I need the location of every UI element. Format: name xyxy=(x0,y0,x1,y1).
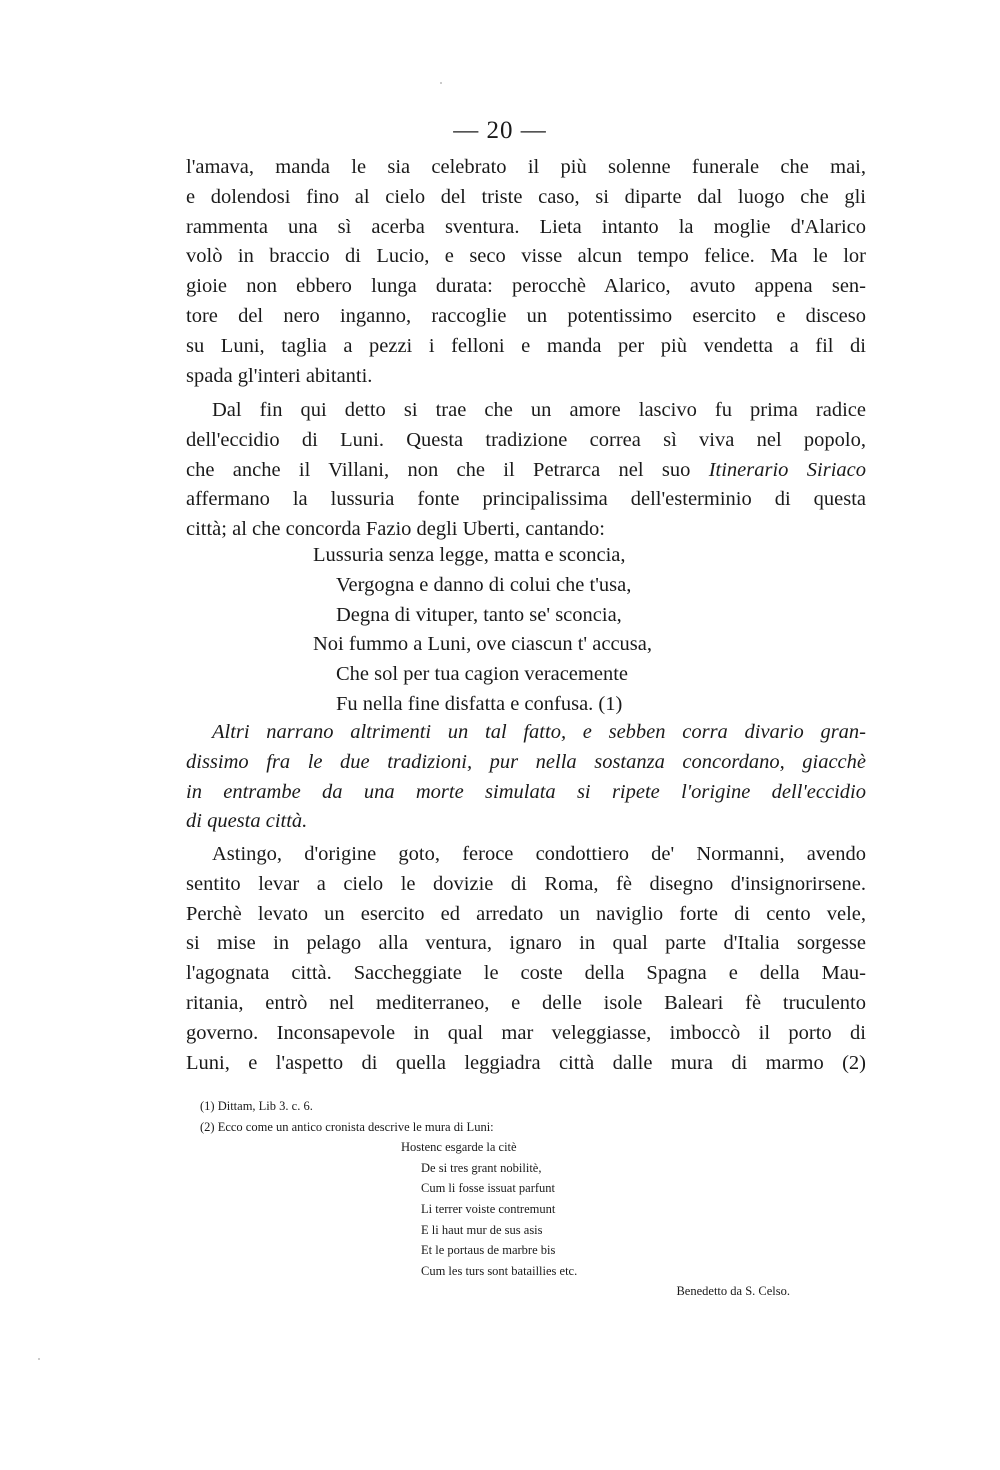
text-line: Altri narrano altrimenti un tal fatto, e sebben corra divario gran- xyxy=(212,721,866,743)
footnotes xyxy=(200,1096,840,1302)
text-line: sentito levar a cielo le dovizie di Roma, fè disegno d'insignorirsene. xyxy=(186,872,866,895)
text-line: su Luni, taglia a pezzi i felloni e manda per più vendetta a fil di xyxy=(186,334,866,357)
text-line: spada gl'interi abitanti. xyxy=(186,364,373,387)
footnote-2: (2) Ecco come un antico cronista descrive le mura di Luni: xyxy=(200,1119,494,1134)
text-line: ritania, entrò nel mediterraneo, e delle isole Baleari fè truculento xyxy=(186,991,866,1014)
text-line: governo. Inconsapevole in qual mar veleggiasse, imboccò il porto di xyxy=(186,1021,866,1044)
text-line: gioie non ebbero lunga durata: perocchè Alarico, avuto appena sen- xyxy=(186,275,866,298)
text-line: Astingo, d'origine goto, feroce condottiero de' Normanni, avendo xyxy=(212,843,866,865)
footnote-verse-line: Hostenc esgarde la citè xyxy=(401,1140,517,1155)
text-line: di questa città. xyxy=(186,810,308,833)
page-number: — 20 — xyxy=(453,117,547,144)
verse-line: Vergogna e danno di colui che t'usa, xyxy=(336,573,632,596)
verse-line: Noi fummo a Luni, ove ciascun t' accusa, xyxy=(313,633,652,656)
text-line: rammenta una sì acerba sventura. Lieta intanto la moglie d'Alarico xyxy=(186,215,866,238)
verse-line: Lussuria senza legge, matta e sconcia, xyxy=(313,544,626,566)
book-title: Itinerario Siriaco xyxy=(708,458,866,481)
text-line: Perchè levato un esercito ed arredato un naviglio forte di cento vele, xyxy=(186,902,866,925)
text-line: l'agognata città. Saccheggiate le coste della Spagna e della Mau- xyxy=(186,962,866,985)
scan-speck xyxy=(440,82,442,84)
text-line xyxy=(186,456,866,486)
text-line: l'amava, manda le sia celebrato il più solenne funerale che mai, xyxy=(186,156,866,178)
text-line: volò in braccio di Lucio, e seco visse alcun tempo felice. Ma le lor xyxy=(186,245,866,268)
text-line: e dolendosi fino al cielo del triste caso, si diparte dal luogo che gli xyxy=(186,185,866,208)
text-line: Luni, e l'aspetto di quella leggiadra città dalle mura di marmo (2) xyxy=(186,1051,866,1074)
text-segment: che anche il Villani, non che il Petrarca nel suo xyxy=(186,458,709,481)
footnote-verse-line: E li haut mur de sus asis xyxy=(421,1222,543,1237)
verse-line: Fu nella fine disfatta e confusa. (1) xyxy=(336,692,623,715)
footnote-verse-line: De si tres grant nobilitè, xyxy=(421,1160,542,1175)
paragraph-2 xyxy=(186,396,866,545)
footnote-verse-line: Li terrer voiste contremunt xyxy=(421,1201,556,1216)
text-line: Dal fin qui detto si trae che un amore lascivo fu prima radice xyxy=(212,399,866,421)
text-line: in entrambe da una morte simulata si ripete l'origine dell'eccidio xyxy=(186,780,866,803)
text-line: dell'eccidio di Luni. Questa tradizione correa sì viva nel popolo, xyxy=(186,428,866,451)
verse-line: Che sol per tua cagion veracemente xyxy=(336,663,628,686)
footnote-verse-line: Et le portaus de marbre bis xyxy=(421,1243,556,1258)
text-line: affermano la lussuria fonte principalissima dell'esterminio di questa xyxy=(186,488,866,511)
text-line: città; al che concorda Fazio degli Uberti, cantando: xyxy=(186,518,605,541)
paragraph-3 xyxy=(186,718,866,837)
footnote-verse-line: Cum li fosse issuat parfunt xyxy=(421,1181,556,1196)
verse-line: Degna di vituper, tanto se' sconcia, xyxy=(336,603,622,626)
footnote-verse-line: Cum les turs sont bataillies etc. xyxy=(421,1263,578,1278)
text-line: si mise in pelago alla ventura, ignaro in qual parte d'Italia sorgesse xyxy=(186,932,866,955)
footnote-1: (1) Dittam, Lib 3. c. 6. xyxy=(200,1099,313,1113)
paragraph-4 xyxy=(186,840,866,1078)
text-line: tore del nero inganno, raccoglie un potentissimo esercito e disceso xyxy=(186,304,866,327)
verse-quotation xyxy=(186,541,866,720)
text-line: dissimo fra le due tradizioni, pur nella sostanza concordano, giacchè xyxy=(186,750,866,773)
scan-speck xyxy=(38,1358,40,1360)
paragraph-1 xyxy=(186,153,866,391)
footnote-attribution: Benedetto da S. Celso. xyxy=(676,1284,790,1299)
